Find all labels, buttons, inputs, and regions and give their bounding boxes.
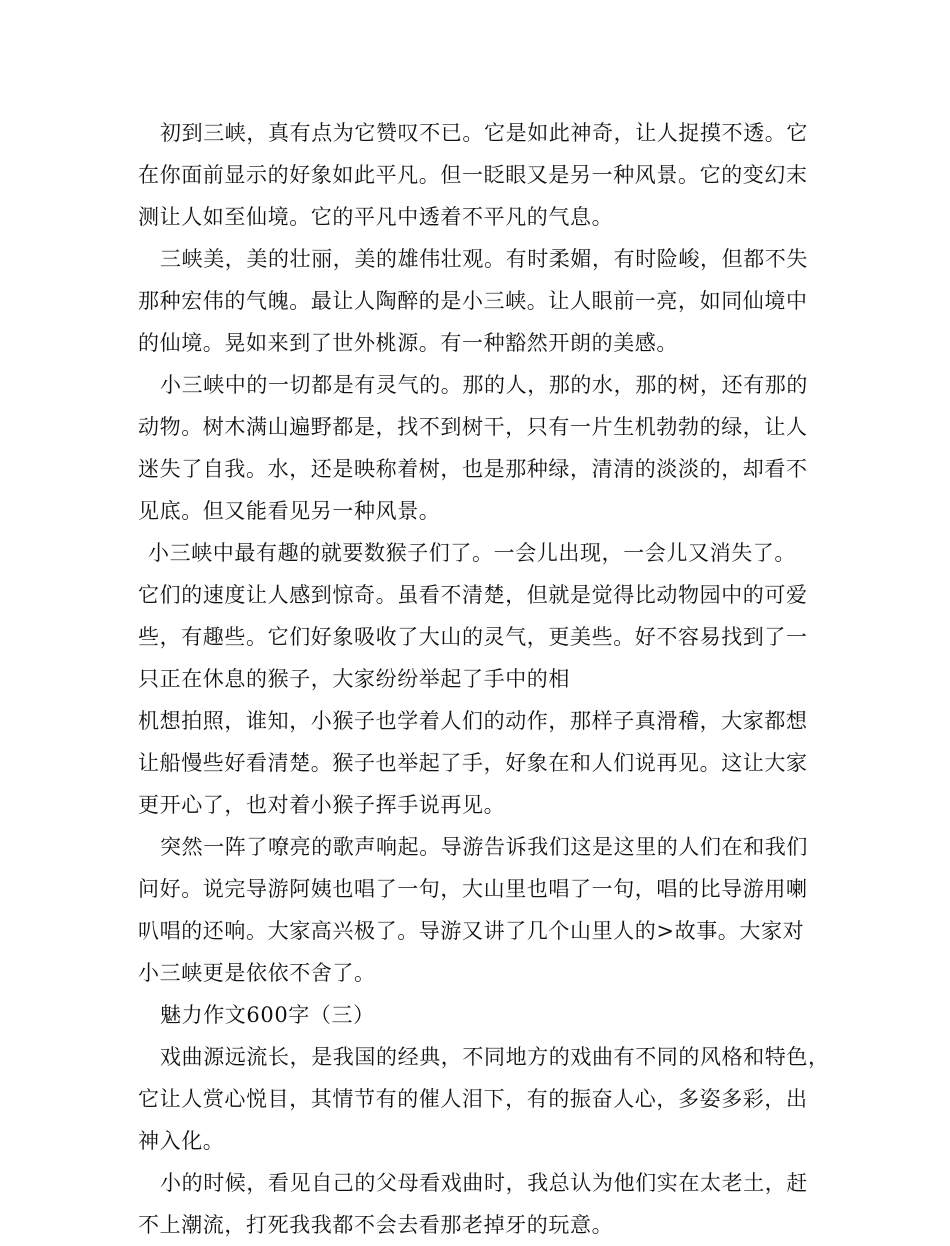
text-line: 小的时候，看见自己的父母看戏曲时，我总认为他们实在太老土，赶 [160,1171,808,1195]
text-line: 迷失了自我。水，还是映称着树，也是那种绿，清清的淡淡的，却看不 [138,457,808,481]
text-line: 问好。说完导游阿姨也唱了一句，大山里也唱了一句，唱的比导游用喇 [138,877,808,901]
section-heading: 魅力作文600字（三） [160,1003,375,1027]
text-line: 让船慢些好看清楚。猴子也举起了手，好象在和人们说再见。这让大家 [138,751,808,775]
text-line: 小三峡中的一切都是有灵气的。那的人，那的水，那的树，还有那的 [160,373,808,397]
text-line: 初到三峡，真有点为它赞叹不已。它是如此神奇，让人捉摸不透。它 [160,121,808,145]
text-line: 突然一阵了嘹亮的歌声响起。导游告诉我们这是这里的人们在和我们 [160,835,808,859]
text-line: 动物。树木满山遍野都是，找不到树干，只有一片生机勃勃的绿，让人 [138,415,808,439]
text-line: 那种宏伟的气魄。最让人陶醉的是小三峡。让人眼前一亮，如同仙境中 [138,289,808,313]
text-line: 些，有趣些。它们好象吸收了大山的灵气，更美些。好不容易找到了一 [138,625,808,649]
text-line: 它让人赏心悦目，其情节有的催人泪下，有的振奋人心，多姿多彩，出 [138,1087,808,1111]
text-line: 叭唱的还响。大家高兴极了。导游又讲了几个山里人的>故事。大家对 [138,919,805,943]
text-line: 小三峡中最有趣的就要数猴子们了。一会儿出现，一会儿又消失了。 [148,541,796,565]
text-line: 测让人如至仙境。它的平凡中透着不平凡的气息。 [138,205,614,229]
text-line: 它们的速度让人感到惊奇。虽看不清楚，但就是觉得比动物园中的可爱 [138,583,808,607]
text-line: 三峡美，美的壮丽，美的雄伟壮观。有时柔媚，有时险峻，但都不失 [160,247,808,271]
text-line: 见底。但又能看见另一种风景。 [138,499,441,523]
text-line: 神入化。 [138,1129,225,1153]
text-line: 在你面前显示的好象如此平凡。但一眨眼又是另一种风景。它的变幻末 [138,163,808,187]
text-line: 戏曲源远流长，是我国的经典，不同地方的戏曲有不同的风格和特色， [160,1045,830,1069]
text-line: 机想拍照，谁知，小猴子也学着人们的动作，那样子真滑稽，大家都想 [138,709,808,733]
text-line: 的仙境。晃如来到了世外桃源。有一种豁然开朗的美感。 [138,331,678,355]
text-line: 不上潮流，打死我我都不会去看那老掉牙的玩意。 [138,1213,614,1237]
document-body [138,112,830,1246]
text-line: 只正在休息的猴子，大家纷纷举起了手中的相 [138,667,570,691]
text-line: 小三峡更是依依不舍了。 [138,961,376,985]
text-line: 更开心了，也对着小猴子挥手说再见。 [138,793,506,817]
